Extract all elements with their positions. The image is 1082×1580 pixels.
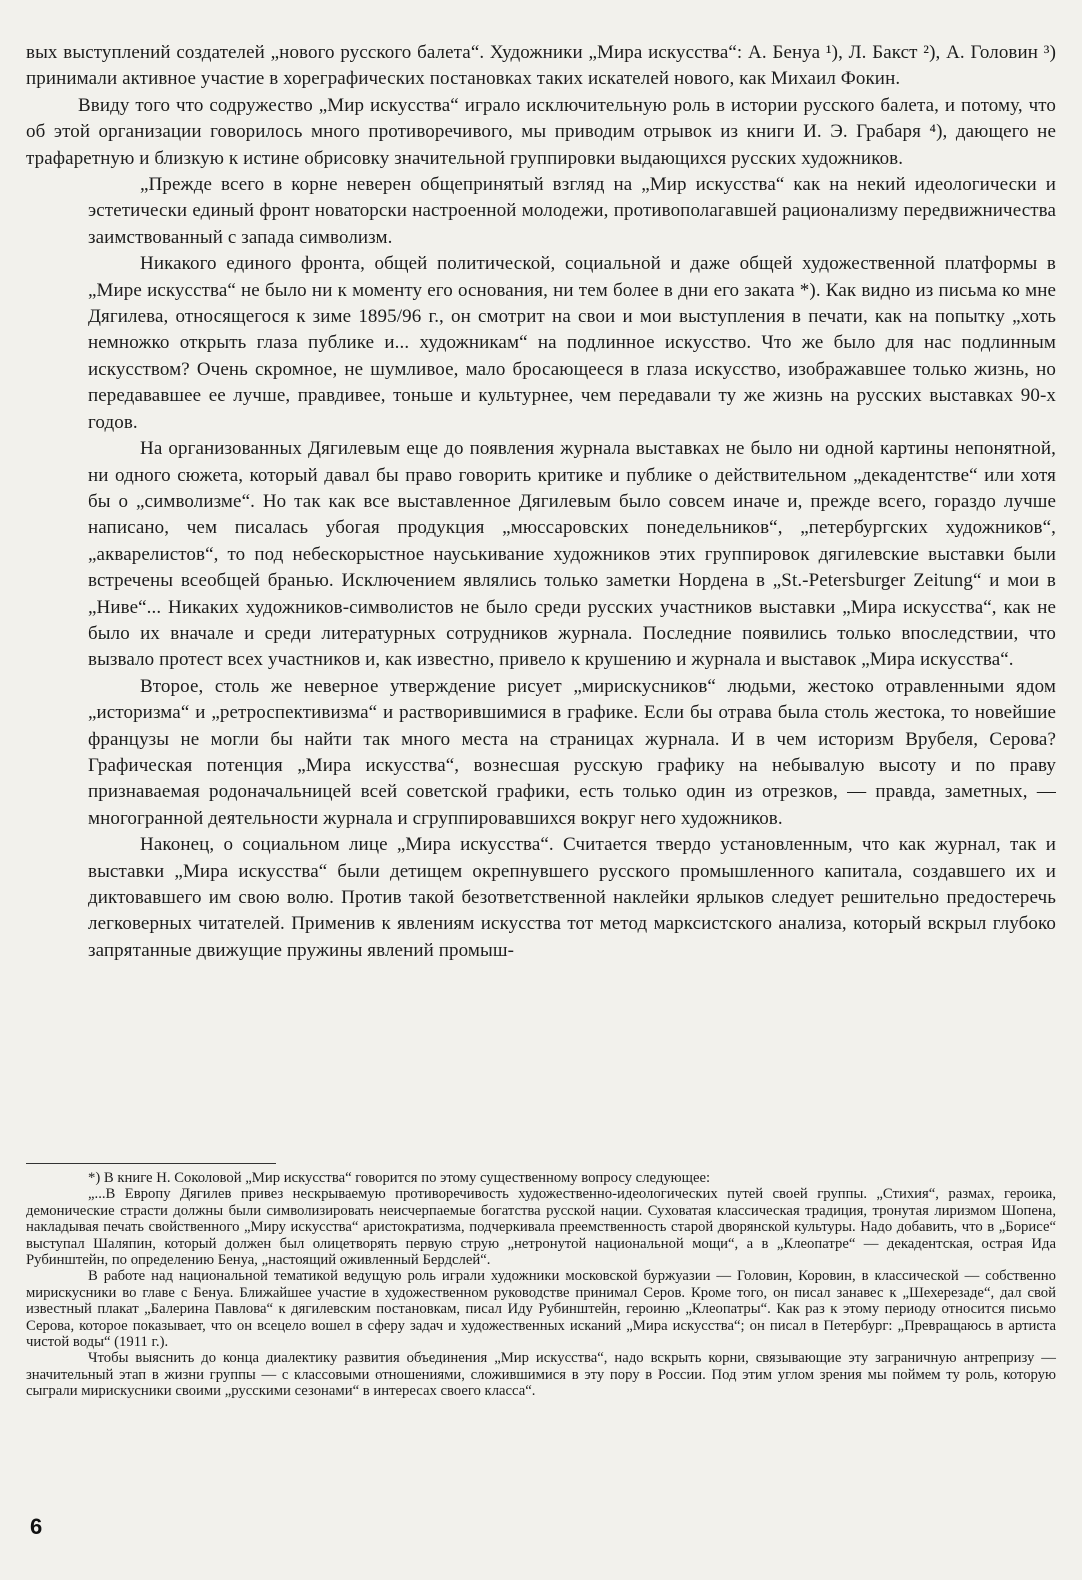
- main-text: [26, 40, 1056, 964]
- paragraph-continuation: вых выступлений создателей „нового русского балета“. Художники „Мира искусства“: А. Бенуа ¹), Л. Бакст ²), А. Головин ³) принимали активное участие в хореграфических постановках таких искателей нового, как Михаил Фокин.: [26, 42, 1056, 90]
- quote-paragraph-1: „Прежде всего в корне неверен общепринятый взгляд на „Мир искусства“ как на некий идеологически и эстетически единый фронт новаторски настроенной молодежи, противополагавшей рационализму передвижничества заимствованный с запада символизм.: [88, 174, 1056, 248]
- footnotes: [26, 1170, 1056, 1400]
- footnote-divider: [26, 1163, 276, 1164]
- footnote-4: Чтобы выяснить до конца диалектику развития объединения „Мир искусства“, надо вскрыть корни, связывающие эту заграничную антрепризу — значительный этап в жизни группы — с классовыми отношениями, сложившимися в эту пору в России. Под этим углом зрения мы поймем ту роль, которую сыграли мирискусники своими „русскими сезонами“ в интересах своего класса“.: [26, 1350, 1056, 1400]
- paragraph-intro: Ввиду того что содружество „Мир искусства“ играло исключительную роль в истории русского балета, и потому, что об этой организации говорилось много противоречивого, мы приводим отрывок из книги И. Э. Грабаря ⁴), дающего не трафаретную и близкую к истине обрисовку значительной группировки выдающихся русских художников.: [26, 94, 1056, 169]
- quote-paragraph-3: На организованных Дягилевым еще до появления журнала выставках не было ни одной картины непонятной, ни одного сюжета, который давал бы право говорить критике и публике о действительном „декадентстве“ или хотя бы о „символизме“. Но так как все выставленное Дягилевым было совсем иначе и, прежде всего, гораздо лучше написано, чем писалась убогая продукция „мюссаровских понедельников“, „петербургских художников“, „акварелистов“, то под небескорыстное науськивание художников этих группировок дягилевские выставки были встречены всеобщей бранью. Исключением являлись только заметки Нордена в „St.-Petersburger Zeitung“ и мои в „Ниве“... Никаких художников-символистов не было среди русских участников выставки „Мира искусства“, как не было их вначале и среди литературных сотрудников журнала. Последние появились только впоследствии, что вызвало протест всех участников и, как известно, привело к крушению и журнала и выставок „Мира искусства“.: [88, 438, 1056, 671]
- footnote-1: *) В книге Н. Соколовой „Мир искусства“ говорится по этому существенному вопросу следующее:: [88, 1170, 711, 1186]
- quote-paragraph-5: Наконец, о социальном лице „Мира искусства“. Считается твердо установленным, что как журнал, так и выставки „Мира искусства“ были детищем окрепнувшего русского промышленного капитала, создавшего их и диктовавшего им свою волю. Против такой безответственной наклейки ярлыков следует решительно предостеречь легковерных читателей. Применив к явлениям искусства тот метод марксистского анализа, который вскрыл глубоко запрятанные движущие пружины явлений промыш-: [88, 834, 1056, 961]
- quote-paragraph-2: Никакого единого фронта, общей политической, социальной и даже общей художественной платформы в „Мире искусства“ не было ни к моменту его основания, ни тем более в дни его заката *). Как видно из письма ко мне Дягилева, относящегося к зиме 1895/96 г., он смотрит на свои и мои выступления в печати, как на попытку „хоть немножко открыть глаза публике и... художникам“ на подлинное искусство. Что же было для нас подлинным искусством? Очень скромное, не шумливое, мало бросающееся в глаза искусство, изображавшее только жизнь, но передававшее ее лучше, правдивее, тоньше и культурнее, чем передавали ту же жизнь на русских выставках 90-х годов.: [88, 253, 1056, 433]
- footnote-2: „...В Европу Дягилев привез нескрываемую противоречивость художественно-идеологических путей своей группы. „Стихия“, размах, героика, демонические страсти должны были символизировать неисчерпаемые богатства русской нации. Суховатая классическая традиция, тронутая лиризмом Шопена, накладывая печать свойственного „Миру искусства“ аристократизма, подчеркивала преемственность старой дворянской культуры. Надо добавить, что в „Борисе“ выступал Шаляпин, который должен был олицетворять первую струю „нетронутой национальной мощи“, а в „Клеопатре“ — декадентская, острая Ида Рубинштейн, по определению Бенуа, „настоящий оживленный Бердслей“.: [26, 1186, 1056, 1269]
- page-number: 6: [30, 1514, 43, 1539]
- quote-paragraph-4: Второе, столь же неверное утверждение рисует „мирискусников“ людьми, жестоко отравленными ядом „историзма“ и „ретроспективизма“ и растворившимися в графике. Если бы отрава была столь жестока, то новейшие французы не могли бы найти так много места на страницах журнала. И в чем историзм Врубеля, Серова? Графическая потенция „Мира искусства“, вознесшая русскую графику на небывалую высоту и по праву признаваемая родоначальницей всей советской графики, есть только один из отрезков, — правда, заметных, — многогранной деятельности журнала и сгруппировавшихся вокруг него художников.: [88, 675, 1056, 829]
- footnote-3: В работе над национальной тематикой ведущую роль играли художники московской буржуазии — Головин, Коровин, в классической — собственно мирискусники во главе с Бенуа. Ближайшее участие в художественном руководстве принимал Серов. Кроме того, он писал занавес к „Шехерезаде“, дал свой известный плакат „Балерина Павлова“ к дягилевским постановкам, писал Иду Рубинштейн, героиню „Клеопатры“. Как раз к этому периоду относится письмо Серова, которое показывает, что он всецело вошел в сферу задач и художественных исканий „Мира искусства“; он писал в Петербург: „Превращаюсь в артиста чистой воды“ (1911 г.).: [26, 1268, 1056, 1351]
